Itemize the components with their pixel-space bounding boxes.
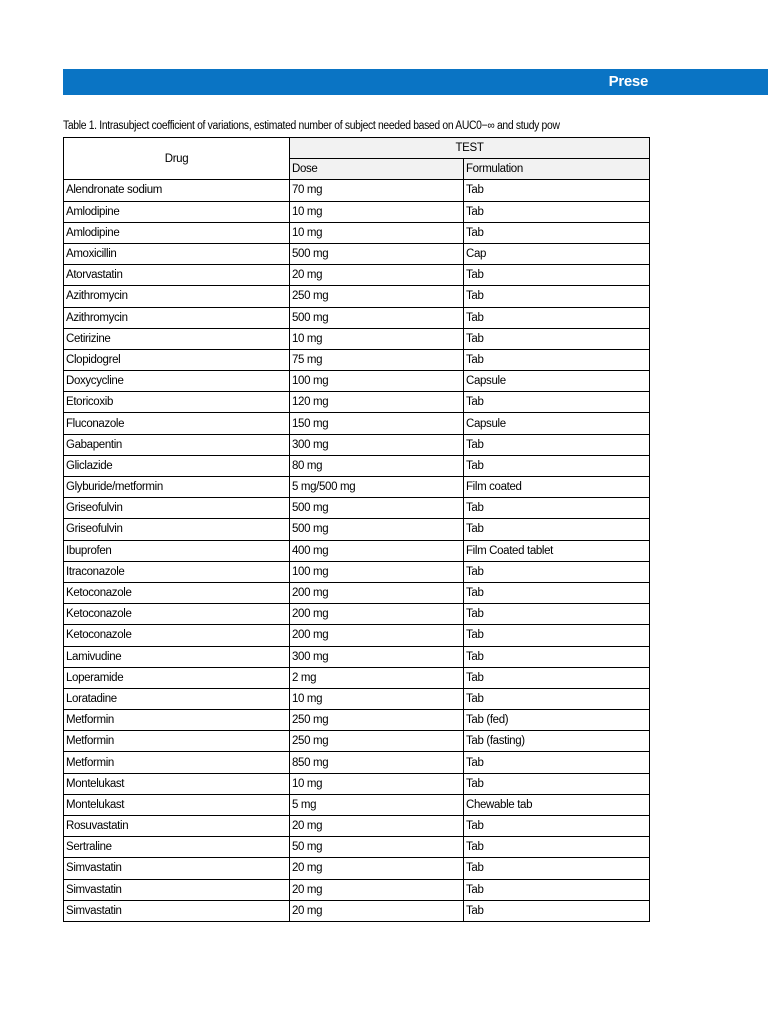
cell-dose: 500 mg: [290, 498, 464, 519]
cell-drug: Montelukast: [64, 794, 290, 815]
cell-drug: Loratadine: [64, 688, 290, 709]
cell-dose: 500 mg: [290, 519, 464, 540]
table-row: [64, 900, 650, 921]
cell-dose: 250 mg: [290, 710, 464, 731]
cell-drug: Montelukast: [64, 773, 290, 794]
cell-formulation: Tab: [464, 349, 650, 370]
cell-dose: 5 mg/500 mg: [290, 477, 464, 498]
table-row: [64, 371, 650, 392]
table-row: [64, 201, 650, 222]
table-row: [64, 477, 650, 498]
table-body: [64, 138, 650, 922]
table-caption: Table 1. Intrasubject coefficient of variations, estimated number of subject needed based on AUC0−∞ and study pow: [63, 120, 560, 132]
cell-drug: Metformin: [64, 731, 290, 752]
cell-drug: Glyburide/metformin: [64, 477, 290, 498]
cell-dose: 10 mg: [290, 688, 464, 709]
cell-formulation: Tab (fasting): [464, 731, 650, 752]
cell-formulation: Tab: [464, 816, 650, 837]
column-header-formulation: Formulation: [464, 159, 650, 180]
cell-dose: 200 mg: [290, 625, 464, 646]
cell-formulation: Tab: [464, 222, 650, 243]
cell-dose: 300 mg: [290, 646, 464, 667]
cell-drug: Itraconazole: [64, 561, 290, 582]
cell-drug: Amlodipine: [64, 222, 290, 243]
cell-dose: 500 mg: [290, 307, 464, 328]
header-row-group: [64, 138, 650, 159]
cell-formulation: Tab: [464, 498, 650, 519]
cell-formulation: Tab: [464, 900, 650, 921]
cell-dose: 300 mg: [290, 434, 464, 455]
data-table: [63, 137, 650, 922]
table-row: [64, 222, 650, 243]
cell-dose: 20 mg: [290, 816, 464, 837]
table-row: [64, 392, 650, 413]
cell-formulation: Tab (fed): [464, 710, 650, 731]
cell-formulation: Tab: [464, 837, 650, 858]
cell-dose: 100 mg: [290, 561, 464, 582]
cell-drug: Simvastatin: [64, 858, 290, 879]
table-row: [64, 561, 650, 582]
table-row: [64, 243, 650, 264]
cell-dose: 500 mg: [290, 243, 464, 264]
cell-formulation: Film coated: [464, 477, 650, 498]
cell-formulation: Tab: [464, 265, 650, 286]
table-row: [64, 307, 650, 328]
cell-dose: 10 mg: [290, 222, 464, 243]
cell-dose: 200 mg: [290, 582, 464, 603]
column-header-drug: Drug: [64, 138, 290, 180]
table-row: [64, 455, 650, 476]
cell-formulation: Cap: [464, 243, 650, 264]
cell-formulation: Tab: [464, 519, 650, 540]
cell-drug: Amoxicillin: [64, 243, 290, 264]
cell-drug: Griseofulvin: [64, 498, 290, 519]
table-row: [64, 349, 650, 370]
cell-formulation: Tab: [464, 201, 650, 222]
cell-formulation: Tab: [464, 752, 650, 773]
cell-formulation: Tab: [464, 773, 650, 794]
cell-dose: 400 mg: [290, 540, 464, 561]
cell-drug: Clopidogrel: [64, 349, 290, 370]
cell-dose: 10 mg: [290, 773, 464, 794]
table-row: [64, 731, 650, 752]
cell-formulation: Tab: [464, 307, 650, 328]
table-row: [64, 180, 650, 201]
cell-formulation: Tab: [464, 604, 650, 625]
cell-formulation: Tab: [464, 328, 650, 349]
header-banner: [63, 69, 768, 95]
table-row: [64, 752, 650, 773]
cell-drug: Gliclazide: [64, 455, 290, 476]
cell-drug: Rosuvastatin: [64, 816, 290, 837]
cell-dose: 100 mg: [290, 371, 464, 392]
table-row: [64, 858, 650, 879]
table-row: [64, 837, 650, 858]
cell-drug: Atorvastatin: [64, 265, 290, 286]
table-row: [64, 519, 650, 540]
table-row: [64, 710, 650, 731]
cell-drug: Lamivudine: [64, 646, 290, 667]
cell-formulation: Tab: [464, 582, 650, 603]
cell-drug: Fluconazole: [64, 413, 290, 434]
cell-formulation: Capsule: [464, 413, 650, 434]
cell-formulation: Tab: [464, 455, 650, 476]
cell-dose: 70 mg: [290, 180, 464, 201]
cell-dose: 50 mg: [290, 837, 464, 858]
cell-dose: 5 mg: [290, 794, 464, 815]
table-row: [64, 413, 650, 434]
cell-drug: Alendronate sodium: [64, 180, 290, 201]
cell-formulation: Film Coated tablet: [464, 540, 650, 561]
table-row: [64, 773, 650, 794]
cell-dose: 150 mg: [290, 413, 464, 434]
cell-formulation: Tab: [464, 646, 650, 667]
cell-formulation: Tab: [464, 879, 650, 900]
cell-drug: Azithromycin: [64, 286, 290, 307]
table-row: [64, 816, 650, 837]
table-row: [64, 667, 650, 688]
cell-drug: Simvastatin: [64, 879, 290, 900]
table-row: [64, 328, 650, 349]
cell-formulation: Tab: [464, 858, 650, 879]
cell-dose: 20 mg: [290, 858, 464, 879]
banner-title: Prese: [608, 73, 648, 90]
column-group-header-test: TEST: [290, 138, 650, 159]
cell-drug: Griseofulvin: [64, 519, 290, 540]
cell-formulation: Tab: [464, 434, 650, 455]
cell-dose: 80 mg: [290, 455, 464, 476]
cell-formulation: Tab: [464, 180, 650, 201]
cell-formulation: Tab: [464, 688, 650, 709]
cell-dose: 10 mg: [290, 201, 464, 222]
cell-dose: 850 mg: [290, 752, 464, 773]
cell-dose: 10 mg: [290, 328, 464, 349]
table-row: [64, 265, 650, 286]
cell-dose: 75 mg: [290, 349, 464, 370]
table-row: [64, 688, 650, 709]
table-row: [64, 879, 650, 900]
cell-dose: 20 mg: [290, 879, 464, 900]
cell-formulation: Capsule: [464, 371, 650, 392]
cell-drug: Doxycycline: [64, 371, 290, 392]
table-row: [64, 434, 650, 455]
cell-dose: 250 mg: [290, 286, 464, 307]
cell-formulation: Tab: [464, 286, 650, 307]
cell-drug: Metformin: [64, 710, 290, 731]
cell-formulation: Tab: [464, 625, 650, 646]
cell-dose: 20 mg: [290, 900, 464, 921]
cell-dose: 120 mg: [290, 392, 464, 413]
cell-dose: 250 mg: [290, 731, 464, 752]
table-row: [64, 794, 650, 815]
cell-drug: Amlodipine: [64, 201, 290, 222]
cell-formulation: Tab: [464, 667, 650, 688]
cell-drug: Ibuprofen: [64, 540, 290, 561]
cell-drug: Cetirizine: [64, 328, 290, 349]
table-row: [64, 286, 650, 307]
table-row: [64, 540, 650, 561]
cell-drug: Metformin: [64, 752, 290, 773]
table-row: [64, 498, 650, 519]
cell-drug: Loperamide: [64, 667, 290, 688]
cell-drug: Ketoconazole: [64, 604, 290, 625]
table-row: [64, 604, 650, 625]
cell-dose: 2 mg: [290, 667, 464, 688]
cell-drug: Gabapentin: [64, 434, 290, 455]
cell-formulation: Tab: [464, 561, 650, 582]
cell-drug: Ketoconazole: [64, 582, 290, 603]
cell-drug: Simvastatin: [64, 900, 290, 921]
column-header-dose: Dose: [290, 159, 464, 180]
table-row: [64, 646, 650, 667]
cell-drug: Etoricoxib: [64, 392, 290, 413]
cell-dose: 20 mg: [290, 265, 464, 286]
cell-formulation: Tab: [464, 392, 650, 413]
cell-drug: Sertraline: [64, 837, 290, 858]
cell-drug: Azithromycin: [64, 307, 290, 328]
cell-dose: 200 mg: [290, 604, 464, 625]
cell-formulation: Chewable tab: [464, 794, 650, 815]
table-row: [64, 582, 650, 603]
cell-drug: Ketoconazole: [64, 625, 290, 646]
table-row: [64, 625, 650, 646]
